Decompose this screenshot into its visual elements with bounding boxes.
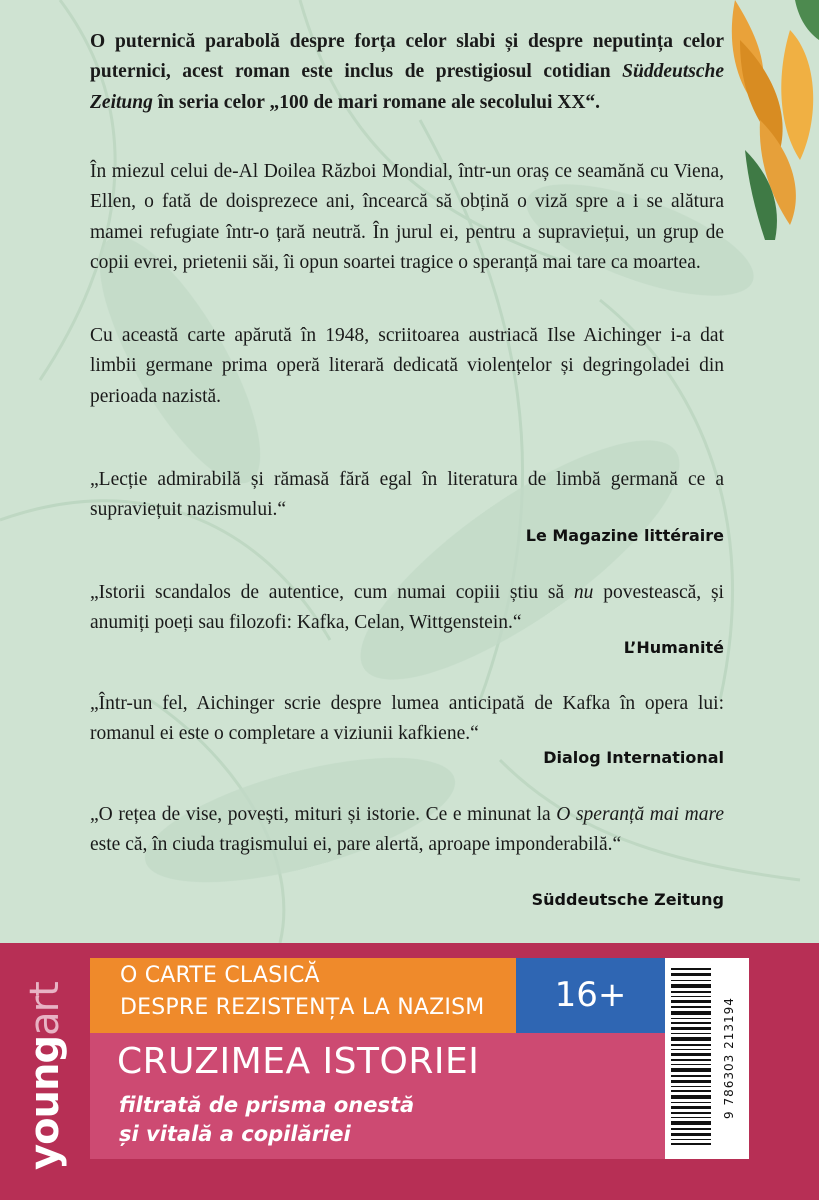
review-quote: „Lecție admirabilă și rămasă fără egal în literatura de limbă germană ce a supraviețuit nazismului.“ xyxy=(90,469,724,521)
review-source: Dialog International xyxy=(543,748,724,767)
review-source: L’Humanité xyxy=(623,638,724,657)
age-rating: 16+ xyxy=(554,975,627,1015)
review-quote: „Într-un fel, Aichinger scrie despre lumea anticipată de Kafka în opera lui: romanul ei este o completare a viziunii kafkiene.“ xyxy=(90,693,724,745)
barcode xyxy=(665,958,749,1159)
series-subtitle: filtrată de prisma onestă și vitală a copilăriei xyxy=(119,1093,415,1146)
logo-art-text: art xyxy=(22,982,68,1036)
isbn-number: 9 786303 213194 xyxy=(722,997,736,1119)
logo-young-text: young xyxy=(22,1035,68,1170)
intro-paragraph: O puternică parabolă despre forța celor slabi și despre neputința celor puternici, acest roman este inclus de prestigiosul cotidian Süddeutsche Zeitung în seria celor „100 de mari romane ale secolului XX“. xyxy=(90,31,724,113)
svg-text:youngart xyxy=(22,982,68,1170)
author-paragraph: Cu această carte apărută în 1948, scriitoarea austriacă Ilse Aichinger i-a dat limbii germane prima operă literară dedicată violențelor și degringoladei din perioada nazistă. xyxy=(90,325,724,407)
review-quote: „Istorii scandalos de autentice, cum numai copiii știu să nu povestească, și anumiți poeți sau filozofi: Kafka, Celan, Wittgenstein.“ xyxy=(90,582,724,634)
tagline-box xyxy=(90,958,516,1033)
review-source: Le Magazine littéraire xyxy=(525,526,724,545)
review-quote: „O rețea de vise, povești, mituri și istorie. Ce e minunat la O speranță mai mare este că, în ciuda tragismului ei, pare alertă, aproape imponderabilă.“ xyxy=(90,804,725,856)
barcode-bars xyxy=(665,958,749,1159)
series-box xyxy=(90,1033,665,1159)
tagline-text: O CARTE CLASICĂ DESPRE REZISTENȚA LA NAZISM xyxy=(120,963,485,1020)
series-title: CRUZIMEA ISTORIEI xyxy=(117,1041,480,1082)
synopsis-paragraph: În miezul celui de-Al Doilea Război Mondial, într-un oraș ce seamănă cu Viena, Ellen, o fată de doisprezece ani, încearcă să obțină o viză spre a i se alătura mamei refugiate într-o țară neutră. În jurul ei, pentru a supraviețui, un grup de copii evrei, prietenii săi, îi opun soartei tragice o speranță mai tare ca moartea. xyxy=(90,161,724,273)
review-source: Süddeutsche Zeitung xyxy=(531,890,724,909)
publisher-logo xyxy=(8,958,78,1178)
age-rating-box xyxy=(516,958,665,1033)
flower-decoration xyxy=(732,0,819,240)
